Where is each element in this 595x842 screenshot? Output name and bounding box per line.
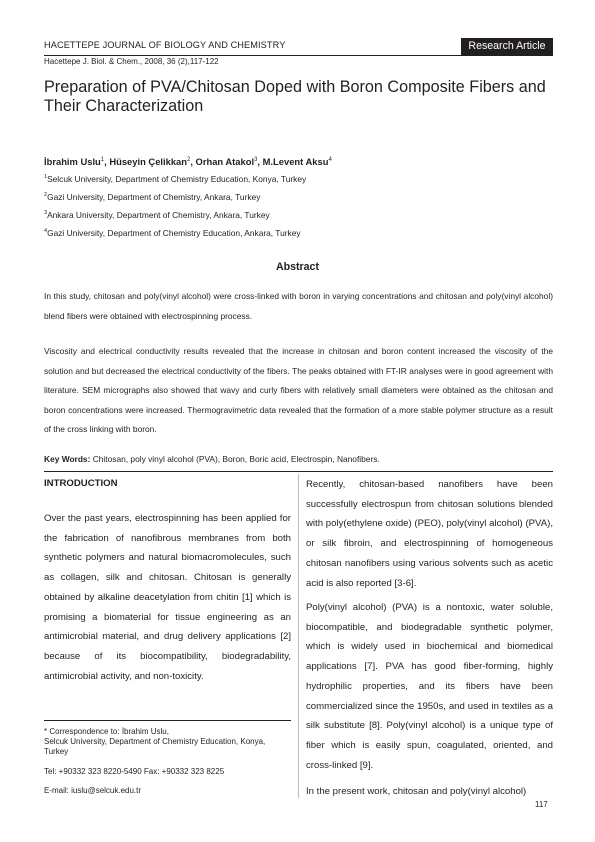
abstract-paragraph: In this study, chitosan and poly(vinyl alcohol) were cross-linked with boron in varying concentrations and chitosan and poly(vinyl alcohol) blend fibers were obtained with electrospinning process. <box>44 291 553 321</box>
footnote-address: Selcuk University, Department of Chemistry Education, Konya, Turkey <box>44 737 266 756</box>
abstract-heading: Abstract <box>276 261 319 273</box>
body-paragraph: Over the past years, electrospinning has been applied for the fabrication of nanofibrous membranes from both synthetic polymers and natural biomacromolecules, such as collagen, silk and chitosan. Chitosan is generally obtained by alkaline deacetylation from chitin [1] which is promising a biomaterial for tissue engineering as an antimicrobial material, and drug delivery applications [2] because of its biocompatibility, biodegradability, antimicrobial activity, and non-toxicity. <box>44 513 291 682</box>
footnote-email: E-mail: iuslu@selcuk.edu.tr <box>44 786 142 795</box>
affiliation: $^4$Gazi University, Department of Chemistry Education, Ankara, Turkey <box>44 228 301 238</box>
journal-name: HACETTEPE JOURNAL OF BIOLOGY AND CHEMISTRY <box>44 40 286 50</box>
page-number: 117 <box>535 800 548 809</box>
author-sup: 1 <box>100 156 105 163</box>
body-paragraph: Recently, chitosan-based nanofibers have been successfully electrospun from chitosan solutions blended with poly(ethylene oxide) (PEO), poly(vinyl alcohol) (PVA), or silk fibroin, and electrospinning of homogeneous chitosan nanofibers using various solvents such as acetic acid is also reported [3-6]. <box>306 479 553 589</box>
article-type-badge: Research Article <box>461 38 553 55</box>
header-rule <box>44 55 553 56</box>
paper-title: Preparation of PVA/Chitosan Doped with Boron Composite Fibers and Their Characterization <box>44 78 546 115</box>
introduction-heading: INTRODUCTION <box>44 478 118 489</box>
affiliation: $^3$Ankara University, Department of Chemistry, Ankara, Turkey <box>44 210 270 220</box>
author-name: İbrahim Uslu <box>44 156 101 167</box>
footnote-phone: Tel: +90332 323 8220-5490 Fax: +90332 323 8225 <box>44 767 225 776</box>
body-paragraph: In the present work, chitosan and poly(vinyl alcohol) <box>306 786 527 797</box>
author-name: Orhan Atakol <box>195 156 255 167</box>
author-sup: 3 <box>254 156 258 163</box>
keywords <box>44 454 380 464</box>
citation: Hacettepe J. Biol. & Chem., 2008, 36 (2),117-122 <box>44 57 219 66</box>
affiliation: $^1$Selcuk University, Department of Chemistry Education, Konya, Turkey <box>44 174 307 184</box>
author-name: M.Levent Aksu <box>262 156 329 167</box>
keywords-label: Key Words: <box>44 454 91 464</box>
affiliation: $^2$Gazi University, Department of Chemistry, Ankara, Turkey <box>44 192 261 202</box>
author-list: İbrahim Uslu$^1$, Hüseyin Çelikkan$^2$, Orhan Atakol$^3$, M.Levent Aksu$^4$ <box>44 156 332 167</box>
footnote-rule <box>44 720 291 721</box>
author-sup: 2 <box>186 156 191 163</box>
body-paragraph: Poly(vinyl alcohol) (PVA) is a nontoxic, water soluble, biocompatible, and biodegradable synthetic polymer, which is widely used in biochemical and biomedical applications [7]. PVA has good fiber-forming, highly hydrophilic properties, and its fibers have been commercialized since the 1950s, and used in textiles as a silk substitute [8]. Poly(vinyl alcohol) is a unique type of fiber which is easily spun, coagulated, oriented, and cross-linked [9]. <box>306 602 553 771</box>
keywords-text: Chitosan, poly vinyl alcohol (PVA), Boron, Boric acid, Electrospin, Nanofibers. <box>90 454 380 464</box>
keywords-rule <box>44 471 553 472</box>
column-divider <box>298 474 299 798</box>
footnote-correspondence: * Correspondence to: İbrahim Uslu, <box>44 727 169 736</box>
author-name: Hüseyin Çelikkan <box>109 156 187 167</box>
author-sup: 4 <box>328 156 332 163</box>
abstract-paragraph: Viscosity and electrical conductivity results revealed that the increase in chitosan and boron content increased the viscosity of the solution and but decreased the electrical conductivity of the fibers. The peaks obtained with FT-IR analyses were in good agreement with literature. SEM micrographs also showed that wavy and curly fibers with relatively small diameters were obtained as the chitosan and boron concentrations were increased. Thermogravimetric data revealed that the formation of a more stable polymer structure as a result of the cross linking with boron. <box>44 346 553 434</box>
